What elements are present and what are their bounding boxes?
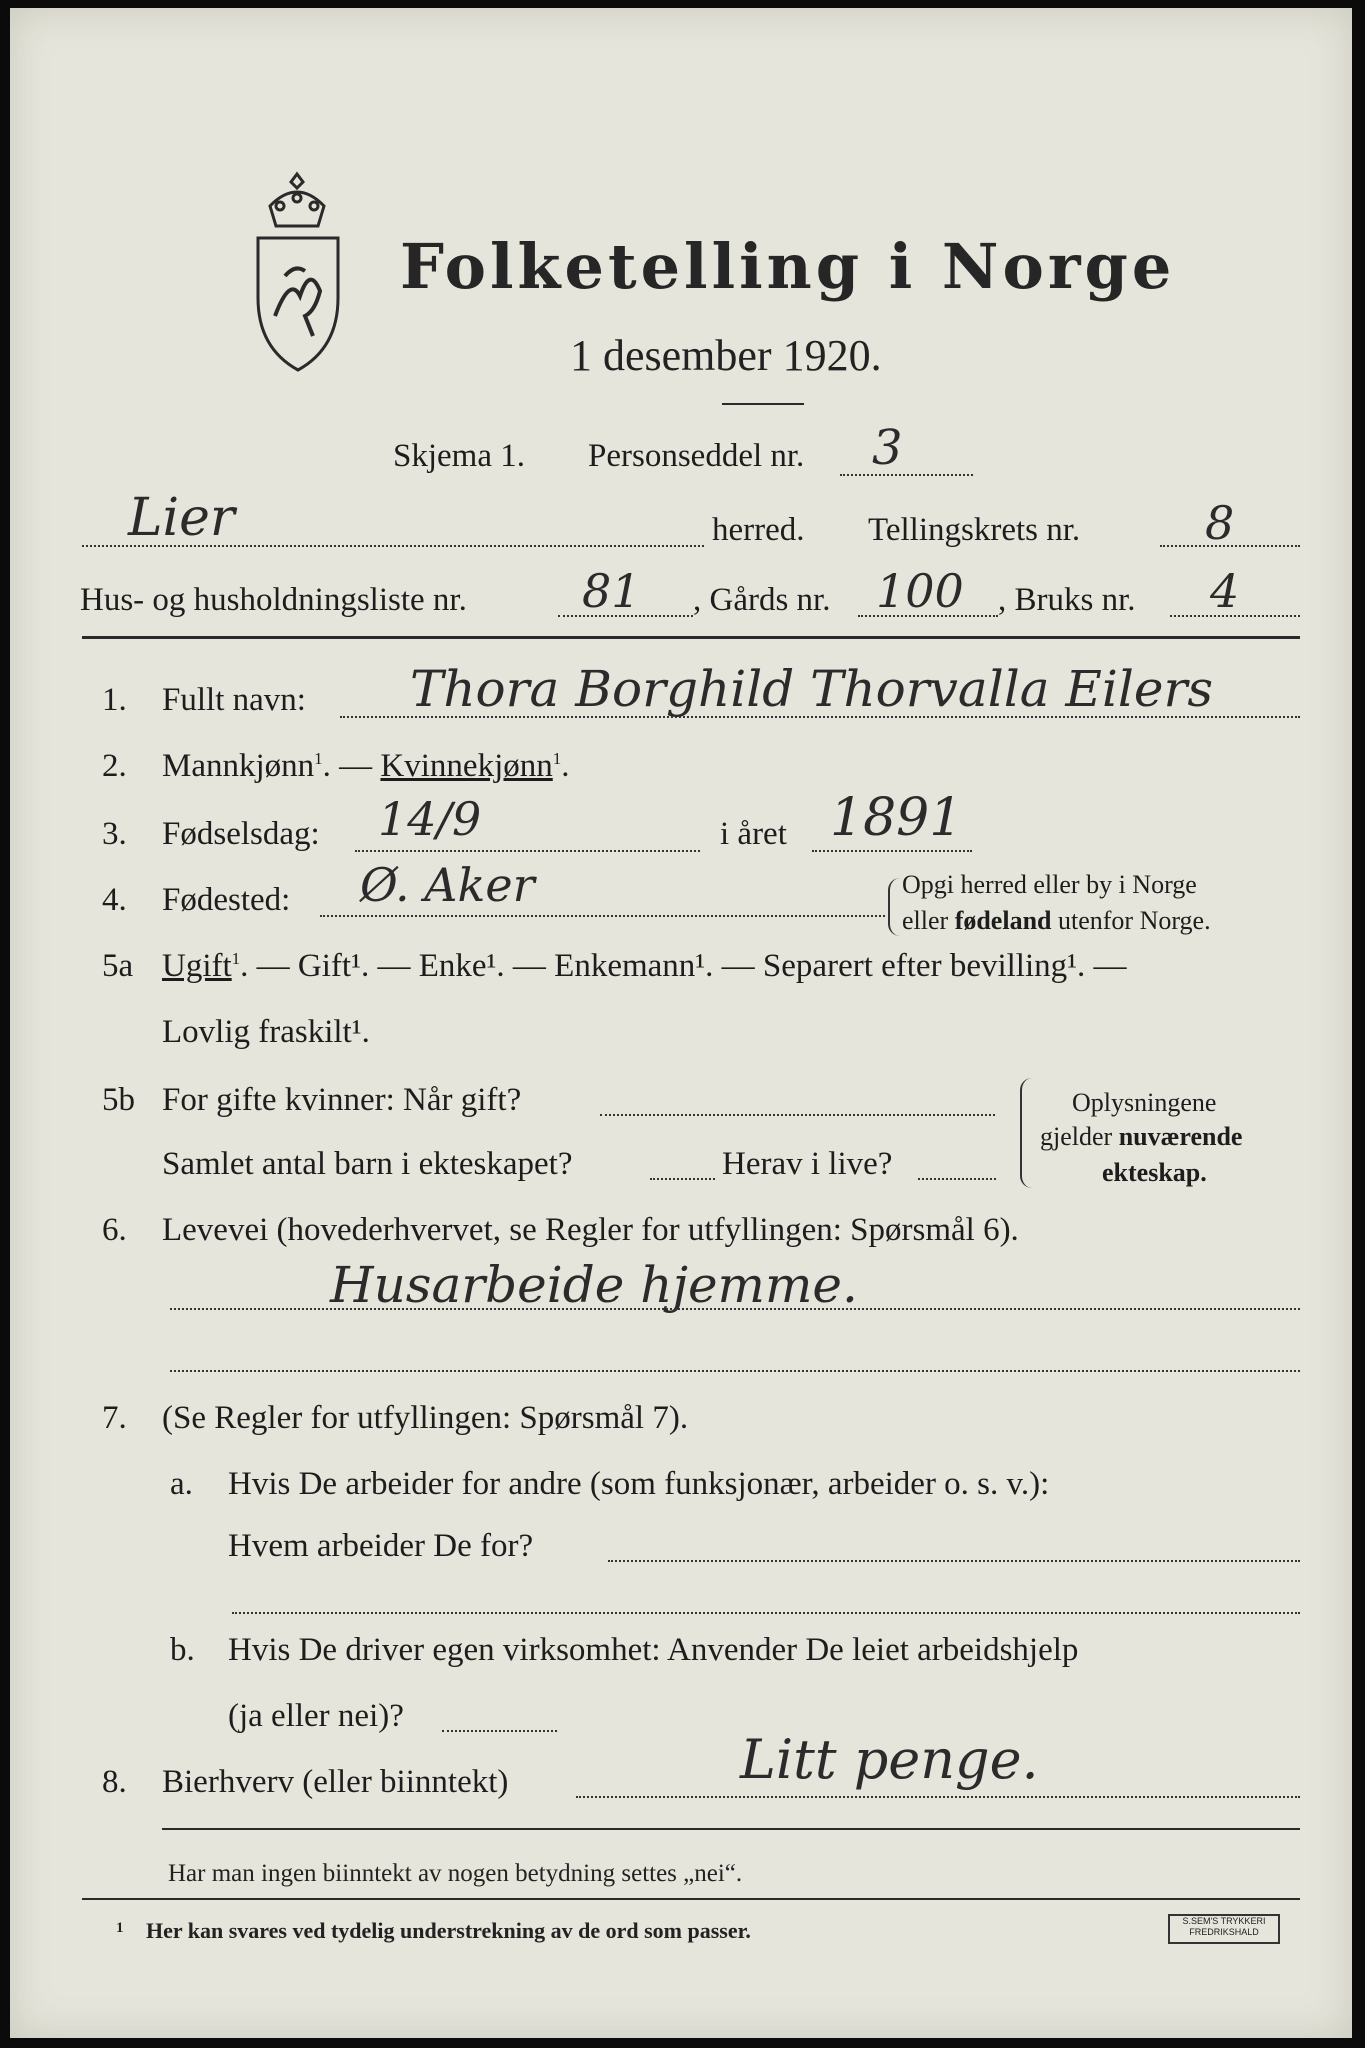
q5b-alive-dotted-line: [918, 1178, 996, 1180]
q7a-dotted-line-1: [608, 1560, 1300, 1562]
q8-side-income: Litt penge.: [740, 1728, 1039, 1791]
q3-dotted-line: [355, 850, 700, 852]
q3-birthday: 14/9: [378, 792, 482, 846]
q5a-number: 5a: [102, 948, 134, 984]
q4-note-part-a: eller: [902, 906, 955, 935]
bruks-value: 4: [1210, 564, 1240, 618]
printer-stamp: [1168, 1914, 1280, 1944]
footnote-number: 1: [116, 1920, 124, 1936]
q6-occupation: Husarbeide hjemme.: [330, 1256, 858, 1314]
q5a-ugift-underlined: Ugift: [162, 948, 232, 984]
q5b-note-line3: ekteskap.: [1102, 1158, 1207, 1187]
q7b-dotted-line: [442, 1730, 557, 1732]
herred-label: herred.: [712, 512, 805, 548]
tellingskrets-label: Tellingskrets nr.: [868, 512, 1081, 548]
q5b-label3: Herav i live?: [722, 1146, 893, 1182]
q6-label: Levevei (hovederhvervet, se Regler for utfyllingen: Spørsmål 6).: [162, 1212, 1019, 1248]
q7-label: (Se Regler for utfyllingen: Spørsmål 7).: [162, 1400, 689, 1436]
gards-value: 100: [876, 564, 964, 618]
divider: [722, 403, 804, 405]
q4-number: 4.: [102, 882, 127, 918]
q2-gender: Mannkjønn$^1$. — Kvinnekjønn$^1$.: [162, 748, 570, 784]
q5b-label1: For gifte kvinner: Når gift?: [162, 1082, 522, 1118]
bottom-note: Har man ingen biinntekt av nogen betydning settes „nei“.: [168, 1860, 743, 1887]
q8-dotted-line: [576, 1796, 1300, 1798]
q8-label: Bierhverv (eller biinntekt): [162, 1764, 509, 1800]
q4-note-part-c: utenfor Norge.: [1051, 906, 1211, 935]
q3-birth-year: 1891: [830, 788, 963, 848]
q7a-number: a.: [170, 1466, 193, 1502]
q3-year-dotted-line: [812, 850, 972, 852]
q4-note-bold: fødeland: [954, 906, 1052, 935]
q2-separator: . —: [322, 748, 373, 784]
tellingskrets-value: 8: [1205, 496, 1235, 550]
q6-dotted-line-1: [170, 1308, 1300, 1310]
q1-label: Fullt navn:: [162, 682, 306, 718]
q6-number: 6.: [102, 1212, 127, 1248]
q7a-label2: Hvem arbeider De for?: [228, 1528, 534, 1564]
section-divider: [82, 636, 1300, 639]
q7b-label: Hvis De driver egen virksomhet: Anvender De leiet arbeidshjelp: [228, 1632, 1079, 1668]
q7a-label: Hvis De arbeider for andre (som funksjonær, arbeider o. s. v.):: [228, 1466, 1050, 1502]
q7b-number: b.: [170, 1632, 195, 1668]
q7a-dotted-line-2: [232, 1612, 1300, 1614]
q5a-options: . — Gift¹. — Enke¹. — Enkemann¹. — Separert efter bevilling¹. —: [240, 948, 1127, 984]
q5b-note-bold: nuværende: [1118, 1122, 1243, 1151]
q3-number: 3.: [102, 816, 127, 852]
q5b-label2: Samlet antal barn i ekteskapet?: [162, 1146, 573, 1182]
q4-note-bracket: [888, 878, 900, 936]
bottom-divider: [162, 1828, 1300, 1830]
q7-number: 7.: [102, 1400, 127, 1436]
gards-label: , Gårds nr.: [693, 582, 831, 618]
q3-label: Fødselsdag:: [162, 816, 320, 852]
q1-full-name: Thora Borghild Thorvalla Eilers: [410, 660, 1214, 718]
stamp-line1: S.SEM'S TRYKKERI: [1182, 1916, 1266, 1926]
husliste-label: Hus- og husholdningsliste nr.: [80, 582, 467, 618]
q5b-married-dotted-line: [600, 1114, 995, 1116]
herred-dotted-line: [82, 545, 704, 547]
q5b-number: 5b: [102, 1082, 135, 1118]
q4-label: Fødested:: [162, 882, 291, 918]
bruks-label: , Bruks nr.: [998, 582, 1136, 618]
footnote-divider: [82, 1898, 1300, 1900]
q4-note-line1: Opgi herred eller by i Norge: [902, 870, 1197, 899]
form-title: Folketelling i Norge: [400, 230, 1176, 303]
q5a-marital-status: Ugift$^1$. — Gift¹. — Enke¹. — Enkemann¹. — Separert efter bevilling¹. —: [162, 948, 1127, 984]
footnote-text: Her kan svares ved tydelig understrekning av de ord som passer.: [146, 1918, 751, 1943]
census-form: [10, 8, 1352, 2038]
q1-number: 1.: [102, 682, 127, 718]
q2-female-underlined: Kvinnekjønn: [380, 748, 553, 784]
q4-birthplace: Ø. Aker: [360, 858, 535, 912]
personseddel-label: Personseddel nr.: [588, 438, 805, 474]
q8-number: 8.: [102, 1764, 127, 1800]
stamp-line2: FREDRIKSHALD: [1189, 1927, 1259, 1937]
q7b-label2: (ja eller nei)?: [228, 1698, 404, 1734]
personseddel-dotted-line: [840, 474, 973, 476]
q5b-note-line1: Oplysningene: [1072, 1088, 1217, 1117]
q2-number: 2.: [102, 748, 127, 784]
schema-label: Skjema 1.: [393, 438, 525, 474]
q6-dotted-line-2: [170, 1370, 1300, 1372]
q4-note-line2: [902, 906, 1211, 936]
q5b-note-part-a: gjelder: [1040, 1122, 1119, 1151]
q3-year-label: i året: [720, 816, 787, 852]
q2-end: .: [561, 748, 570, 784]
herred-value: Lier: [128, 488, 235, 548]
personseddel-value: 3: [872, 420, 903, 476]
q5b-note-bracket: [1020, 1078, 1034, 1188]
q5b-note-line2: [1040, 1122, 1242, 1152]
q4-dotted-line: [320, 915, 885, 917]
q5b-children-dotted-line: [650, 1178, 715, 1180]
husliste-value: 81: [582, 564, 641, 618]
form-date: 1 desember 1920.: [570, 331, 882, 380]
q2-male: Mannkjønn: [162, 748, 315, 784]
q5a-line2: Lovlig fraskilt¹.: [162, 1014, 370, 1050]
coat-of-arms-icon: [240, 166, 355, 376]
